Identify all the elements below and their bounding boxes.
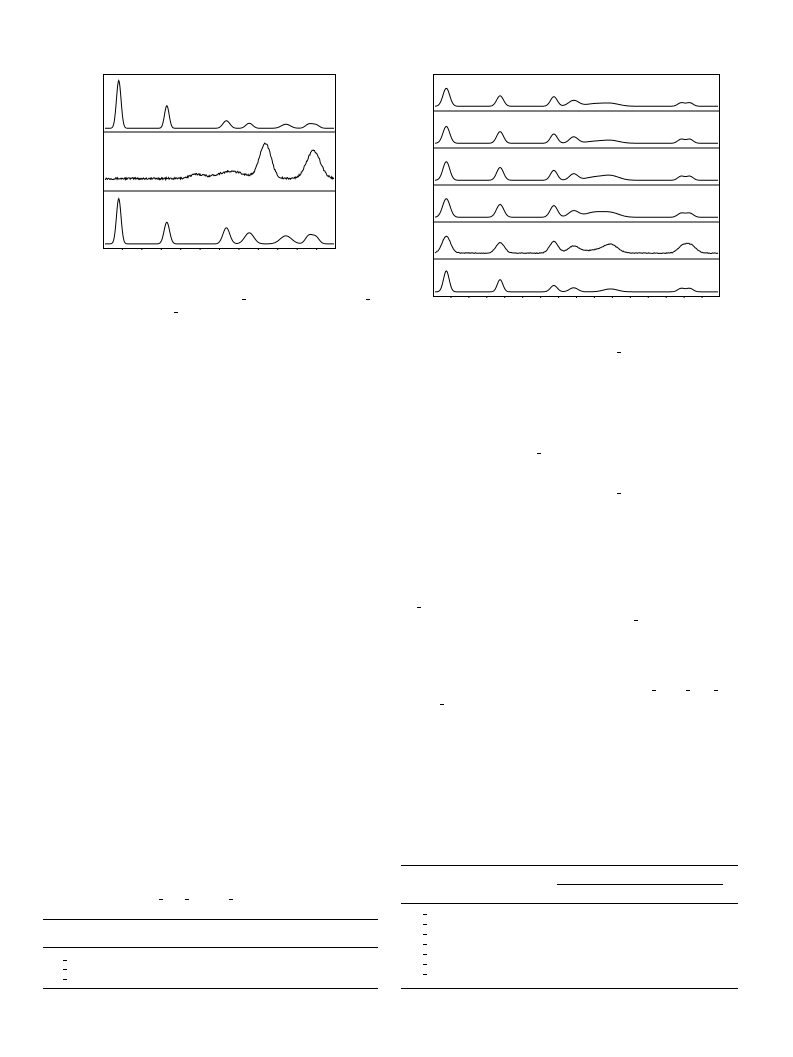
text-mark bbox=[229, 899, 233, 900]
spectrum-trace bbox=[105, 199, 334, 244]
row-mark bbox=[63, 979, 67, 980]
table-rule-bottom bbox=[43, 988, 378, 989]
table-rule-mid bbox=[401, 903, 738, 904]
text-mark bbox=[417, 607, 421, 608]
spectrum-trace bbox=[435, 236, 718, 253]
spectrum-trace bbox=[435, 162, 718, 181]
row-mark bbox=[423, 954, 427, 955]
text-mark bbox=[174, 312, 178, 313]
spectrum-trace bbox=[435, 88, 718, 106]
row-mark bbox=[63, 960, 67, 961]
figure-left bbox=[103, 74, 337, 250]
table-rule-top bbox=[43, 919, 378, 920]
spectrum-trace bbox=[435, 199, 718, 218]
figure-right bbox=[433, 74, 721, 298]
text-mark bbox=[686, 690, 690, 691]
table-rule-group bbox=[557, 884, 723, 885]
row-mark bbox=[423, 924, 427, 925]
text-mark bbox=[634, 620, 638, 621]
row-mark bbox=[63, 969, 67, 970]
text-mark bbox=[714, 690, 718, 691]
spectrum-trace bbox=[435, 271, 718, 292]
table-rule-mid bbox=[43, 947, 378, 948]
row-mark bbox=[423, 964, 427, 965]
table-rule-bottom bbox=[401, 988, 738, 989]
text-mark bbox=[617, 493, 621, 494]
row-mark bbox=[423, 974, 427, 975]
text-mark bbox=[652, 690, 656, 691]
text-mark bbox=[185, 899, 189, 900]
row-mark bbox=[423, 934, 427, 935]
text-mark bbox=[159, 899, 163, 900]
row-mark bbox=[423, 914, 427, 915]
row-mark bbox=[423, 944, 427, 945]
text-mark bbox=[537, 453, 541, 454]
text-mark bbox=[440, 704, 444, 705]
table-rule-top bbox=[401, 865, 738, 866]
spectrum-trace bbox=[105, 81, 334, 129]
text-mark bbox=[617, 352, 621, 353]
text-mark bbox=[242, 299, 246, 300]
spectrum-trace bbox=[105, 143, 334, 179]
text-mark bbox=[366, 299, 370, 300]
spectrum-trace bbox=[435, 126, 718, 143]
